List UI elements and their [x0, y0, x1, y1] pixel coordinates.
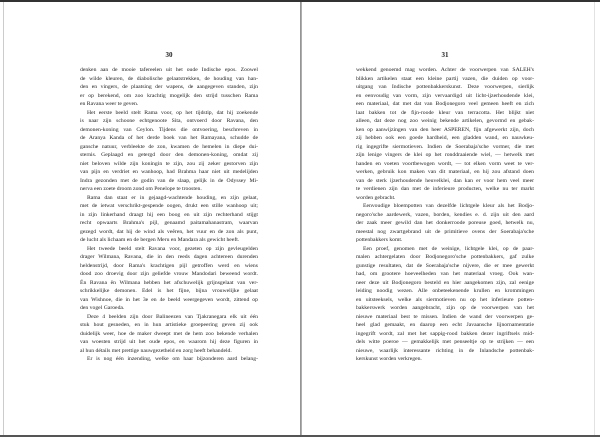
text-line: den vogel Garoeda.: [80, 305, 125, 311]
text-line: drager Wilmana, Ravana, die in den reeds dagen achtereen durenden: [80, 254, 258, 260]
text-line: der zaak meer gewild dan het donkerroode poreuse goed, hetwelk nu,: [356, 220, 534, 226]
text-line: in zijn linkerhand draagt hij een boog en uit zijn rechterhand stijgt: [80, 211, 258, 218]
text-line: handen en voeten voortbewogen wordt, — tot elken vorm weet te ver-: [356, 160, 534, 167]
text-line: van de sterk ijzerhoudende heuvelklei, dan kan er voor hem veel meer: [356, 177, 534, 184]
scan-right-edge: [594, 2, 595, 435]
paragraph: [80, 109, 258, 194]
text-line: Er is nog één inzending, welke om haar bijzonderen aard belang-: [87, 356, 258, 362]
text-line: ingegrift wordt, zal met het sappig-rood bakken dezer ingriftsels mid-: [356, 330, 534, 337]
paragraph: [356, 245, 534, 364]
text-line: wekkend genoemd mag worden. Achter de voorwerpen van SALEH's: [356, 67, 534, 73]
page-number: 31: [441, 51, 449, 59]
text-line: laat bakken tot de fijn-roode kleur van terracotta. Het blijkt niet: [356, 109, 534, 116]
text-line: Deze 4 beelden zijn door Balineezen van Tjakranegara elk uit één: [87, 313, 258, 320]
text-line: zijn lenige vingers de klei op het ronddraaiende wiel, — hetwelk met: [356, 152, 534, 158]
text-line: van Wishnoe, die in het 3e en 4e beeld weergegeven wordt, zittend op: [80, 296, 258, 303]
text-line: malen achtergelaten door Bodjonegoro'sche pottenbakkers, gaf zulke: [356, 254, 534, 260]
paragraph: [356, 66, 534, 202]
text-line: nieuwe materiaal best te missen. Indien de wand der voorwerpen ge-: [356, 313, 534, 320]
text-line: schrikkelijke demonen. Edel is het fijne, bijna vrouwelijke gelaat: [80, 288, 258, 294]
text-line: blikken artikelen staat een kleine partij vazen, die duiden op voor-: [356, 75, 534, 82]
text-line: recht opwaarts Brahma's pijl, genaamd paitamahanastram, waarvan: [80, 220, 258, 226]
text-line: den en vingers, de plaatsing der wapens, de aangegeven standen, zijn: [80, 84, 258, 90]
text-line: duidelijk weer, hoe de maker dweept met de hem zoo bekende verhalen: [80, 330, 258, 337]
text-line: er op berekend, om zoo krachtig mogelijk den strijd tusschen Rama: [80, 92, 258, 99]
text-line: Indra gezonden met de godin van de slaap, gelijk in de Odyssey Mi-: [80, 177, 258, 184]
text-line: gansche natuur, verbleekte de zon, kwamen de hemelen in diepe dui-: [80, 143, 258, 150]
text-line: Én Ravana ên Wilmana hebben het afschuwelijk grijnsgelaat van ver-: [80, 279, 258, 286]
text-line: te verdienen zijn dan met de inferieure producten, welke nu ter markt: [356, 186, 534, 192]
text-line: niet beloven wilde zijn koningin te zijn, zou zij zeker gestorven zijn: [80, 160, 258, 167]
text-line: met de ietwat verschrikt-gespende oogen, drukt een stille wanhoop uit;: [80, 203, 258, 209]
text-line: worden gebracht.: [356, 194, 396, 201]
text-line: denken aan de mooie tafereelen uit het oude Indische epos. Zoowel: [80, 67, 258, 73]
text-line: gezegd wordt, dat hij de wind als veêren, het vuur en de zon als punt,: [80, 228, 258, 235]
text-line: dood zoo droevig door zijn geliefde vrouw Mandodari beweend wordt.: [80, 271, 258, 277]
text-line: bakkerswerk worden aangebracht, zijn op de voorwerpen van het: [356, 305, 534, 311]
text-line: Rama dan staat er in gejaagd-wachtende houding, en zijn gelaat,: [87, 194, 258, 201]
text-line: Het eerste beeld stelt Rama voor, op het tijdstip, dat hij zoekende: [87, 109, 258, 116]
text-line: de wilde kleuren, de diabolische gelaatstrekken, de houding van han-: [80, 75, 258, 82]
text-line: gunstige resultaten, dat de Soerabaja'sche nijvere, die er mee gewerkt: [356, 262, 534, 269]
text-line: en uitsteeksels, welke als siermotieven nu op het inferieure potten-: [356, 296, 534, 303]
text-line: dels witte poeroe — gemakkelijk met penseeltje op te strijken — een: [356, 339, 534, 345]
text-line: Een proef, genomen met de weinige, lichtgele klei, op de paar-: [363, 245, 534, 252]
text-line: pottenbakkers komt.: [356, 237, 403, 243]
scan-left-edge: [3, 2, 4, 435]
text-line: is naar zijn schoone echtgenoote Sita, ontvoerd door Ravana, den: [80, 118, 258, 124]
text-line: Het tweede beeld stelt Ravana voor, gezeten op zijn gevleugelden: [87, 245, 258, 252]
text-line: neer deze uit Bodjonegoro besteld en hier aangekomen zijn, zal eenige: [356, 279, 534, 286]
paragraph: [80, 194, 258, 245]
text-line: demonen-koning van Ceylon. Tijdens die ontvoering, beschreven in: [80, 126, 258, 133]
text-line: heldenstrijd, door Rama's krachtigen pijl getroffen werd en wiens: [80, 262, 258, 269]
text-line: sternis. Geplaagd en getergd door den demonen-koning, omdat zij: [80, 152, 258, 158]
text-line: van pijn en verdriet en wanhoop, had Brahma haar niet uit medelijden: [80, 169, 258, 175]
text-line: alleen, dat deze nog zoo weinig bekende artikelen, gevormd en gebak-: [356, 118, 534, 124]
text-line: van woesten strijd uit het oude epos, en waarom hij deze figuren in: [80, 339, 258, 345]
page-body: [356, 66, 534, 364]
text-line: een materiaal, dat met dat van Bodjonegoro veel gemeen heeft en zich: [356, 101, 534, 107]
text-line: rig ingegrifte siermotieven. Indien de Soerabaja'sche vormer, die met: [356, 143, 534, 150]
text-line: leiding noodig wezen. Alle onbeteekenende krullen en krommingen: [356, 288, 534, 294]
text-line: zij hebben ook een goede hardheid, een gladden wand, en nauwkeu-: [356, 135, 534, 141]
paragraph: [80, 66, 258, 109]
text-line: negoro'sche aardewerk, vazen, borden, kendies e. d. zijn uit den aard: [356, 211, 534, 218]
text-line: had, om grootere hoeveelheden van het materiaal vroeg. Ook wan-: [356, 271, 534, 277]
text-line: nieuwe, waarlijk interessante richting in de Inlandsche pottenbak-: [356, 347, 534, 354]
page-number: 30: [165, 51, 173, 59]
text-line: de Aranya Kanda of het derde boek van het Ramayana, schudde de: [80, 135, 258, 141]
text-line: kerskunst worden verkregen.: [356, 356, 422, 362]
text-line: meestal nog zwartgebrand uit de primitieve ovens der Soerabaja'sche: [356, 228, 534, 235]
book-gutter: [300, 2, 302, 435]
text-line: Eenvoudige bloempotten van dezelfde lichtgele kleur als het Bodjo-: [363, 203, 534, 209]
text-line: al hun détails met prettige nauwgezetheid en zorg heeft behandeld.: [80, 347, 232, 354]
paragraph: [356, 202, 534, 245]
page-body: [80, 66, 258, 364]
text-line: ken op aanwijzingen van den heer ASPEREN, fijn afgewerkt zijn, doch: [356, 126, 534, 133]
text-line: de lucht als lichaam en de bergen Meru en Mandara als gewicht heeft.: [80, 237, 240, 243]
text-line: heel glad gemaakt, en daarop een echt Javaansche lijnornamentatie: [356, 322, 534, 328]
text-line: nerva een zoete droom zond om Penelope te troosten.: [80, 186, 202, 192]
text-line: stuk hout gesneden, en in hun artistieke groepeering geven zij ook: [80, 322, 258, 328]
text-line: en Ravana weer te geven.: [80, 101, 139, 107]
text-line: werken, gebruik kon maken van dit materiaal, en hij zou afstand doen: [356, 169, 534, 175]
paragraph: [80, 245, 258, 313]
text-line: en eenvoudig van vorm, zijn vervaardigd uit licht-ijzerhoudende klei,: [356, 92, 534, 99]
paragraph: [80, 355, 258, 364]
paragraph: [80, 313, 258, 356]
text-line: uitgang van Indische pottenbakkerskunst. Deze voorwerpen, sierlijk: [356, 84, 534, 90]
